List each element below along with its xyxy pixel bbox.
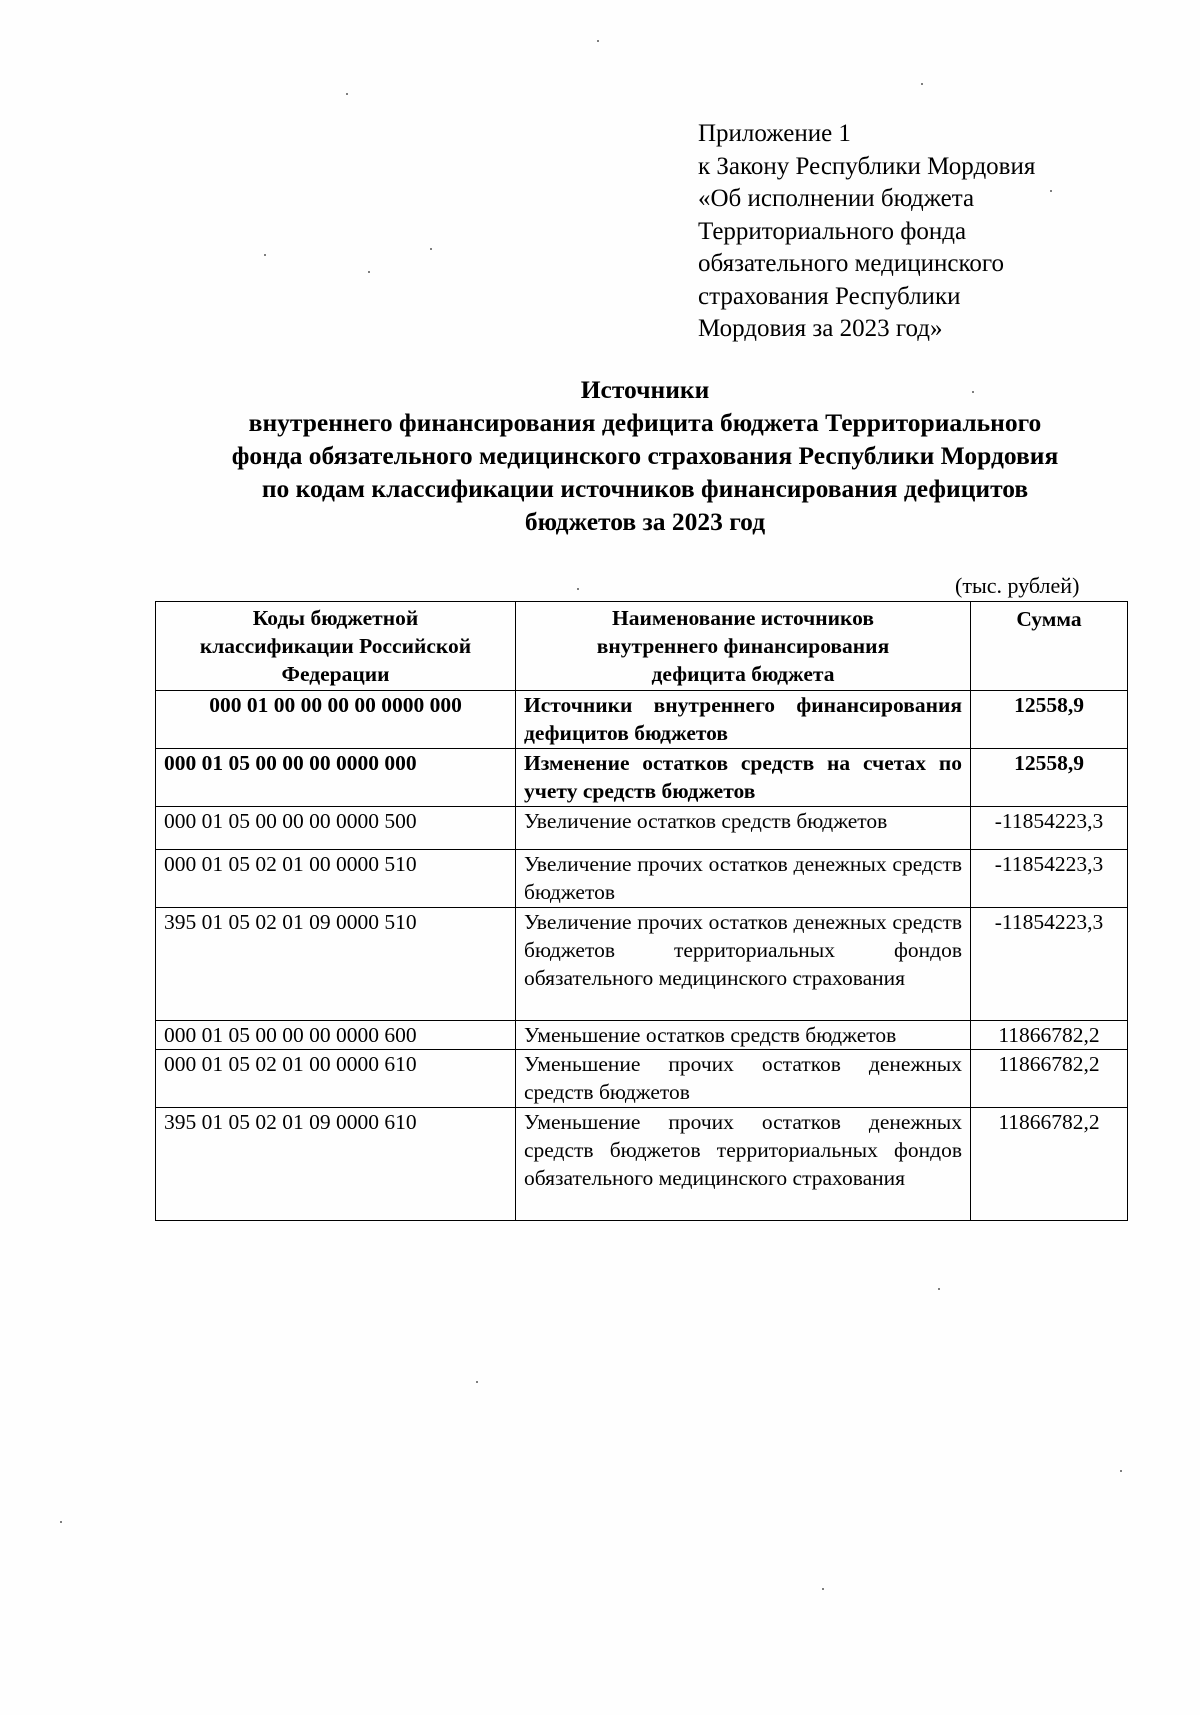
title-line: внутреннего финансирования дефицита бюджета Территориального — [248, 408, 1042, 437]
row-amount: 11866782,2 — [971, 1021, 1128, 1050]
row-name: Уменьшение прочих остатков денежных средств бюджетов территориальных фондов обязательного медицинского страхования — [516, 1108, 971, 1221]
appendix-line: страхования Республики — [698, 282, 961, 310]
row-name: Уменьшение прочих остатков денежных средств бюджетов — [516, 1050, 971, 1108]
scan-speck — [938, 1288, 940, 1290]
header-name: Наименование источников внутреннего финансирования дефицита бюджета — [516, 602, 971, 691]
row-amount: 12558,9 — [971, 691, 1128, 749]
title-line: фонда обязательного медицинского страхования Республики Мордовия — [231, 441, 1059, 470]
appendix-line: Приложение 1 — [698, 120, 851, 147]
row-code: 000 01 00 00 00 00 0000 000 — [156, 691, 516, 749]
table-row — [156, 1021, 1128, 1050]
appendix-line: Территориального фонда — [698, 217, 967, 245]
row-code: 000 01 05 00 00 00 0000 000 — [156, 749, 516, 807]
table-row — [156, 691, 1128, 749]
scan-speck — [60, 1521, 62, 1523]
row-amount: -11854223,3 — [971, 807, 1128, 850]
row-name: Увеличение остатков средств бюджетов — [516, 807, 971, 850]
row-amount: -11854223,3 — [971, 850, 1128, 908]
scan-speck — [476, 1381, 478, 1383]
scan-speck — [1120, 1470, 1122, 1472]
appendix-line: Мордовия за 2023 год» — [698, 315, 943, 342]
row-name: Изменение остатков средств на счетах по учету средств бюджетов — [516, 749, 971, 807]
title-line: по кодам классификации источников финансирования дефицитов — [261, 474, 1029, 503]
row-code: 000 01 05 00 00 00 0000 600 — [156, 1021, 516, 1050]
units-label: (тыс. рублей) — [955, 573, 1080, 598]
scan-speck — [264, 254, 266, 256]
row-code: 395 01 05 02 01 09 0000 510 — [156, 908, 516, 1021]
table-row — [156, 850, 1128, 908]
table-row — [156, 749, 1128, 807]
row-amount: 12558,9 — [971, 749, 1128, 807]
header-code: Коды бюджетной классификации Российской Федерации — [156, 602, 516, 691]
table-header-row — [156, 602, 1128, 691]
header-amount: Сумма — [971, 602, 1128, 691]
row-amount: -11854223,3 — [971, 908, 1128, 1021]
row-code: 000 01 05 02 01 00 0000 610 — [156, 1050, 516, 1108]
row-amount: 11866782,2 — [971, 1108, 1128, 1221]
row-amount: 11866782,2 — [971, 1050, 1128, 1108]
sources-table — [155, 601, 1128, 1221]
table-row — [156, 1108, 1128, 1221]
row-code: 395 01 05 02 01 09 0000 610 — [156, 1108, 516, 1221]
row-name: Уменьшение остатков средств бюджетов — [516, 1021, 971, 1050]
scan-speck — [921, 83, 923, 85]
row-name: Увеличение прочих остатков денежных средств бюджетов — [516, 850, 971, 908]
row-name: Источники внутреннего финансирования дефицитов бюджетов — [516, 691, 971, 749]
row-code: 000 01 05 00 00 00 0000 500 — [156, 807, 516, 850]
table-row — [156, 908, 1128, 1021]
table-row — [156, 1050, 1128, 1108]
row-code: 000 01 05 02 01 00 0000 510 — [156, 850, 516, 908]
scan-speck — [822, 1588, 824, 1590]
appendix-line: обязательного медицинского — [698, 250, 1005, 277]
scan-speck — [1050, 190, 1052, 192]
scan-speck — [368, 271, 370, 273]
scan-speck — [346, 93, 348, 95]
row-name: Увеличение прочих остатков денежных средств бюджетов территориальных фондов обязательного медицинского страхования — [516, 908, 971, 1021]
scan-speck — [577, 588, 579, 590]
scan-speck — [430, 248, 432, 250]
appendix-line: к Закону Республики Мордовия — [698, 152, 1036, 180]
table-row — [156, 807, 1128, 850]
scan-speck — [597, 40, 599, 42]
title-line: Источники — [580, 375, 710, 404]
document-title — [150, 373, 1140, 538]
appendix-line: «Об исполнении бюджета — [698, 185, 975, 212]
title-line: бюджетов за 2023 год — [524, 507, 766, 536]
scan-speck — [972, 391, 974, 393]
appendix-note — [698, 118, 1138, 346]
